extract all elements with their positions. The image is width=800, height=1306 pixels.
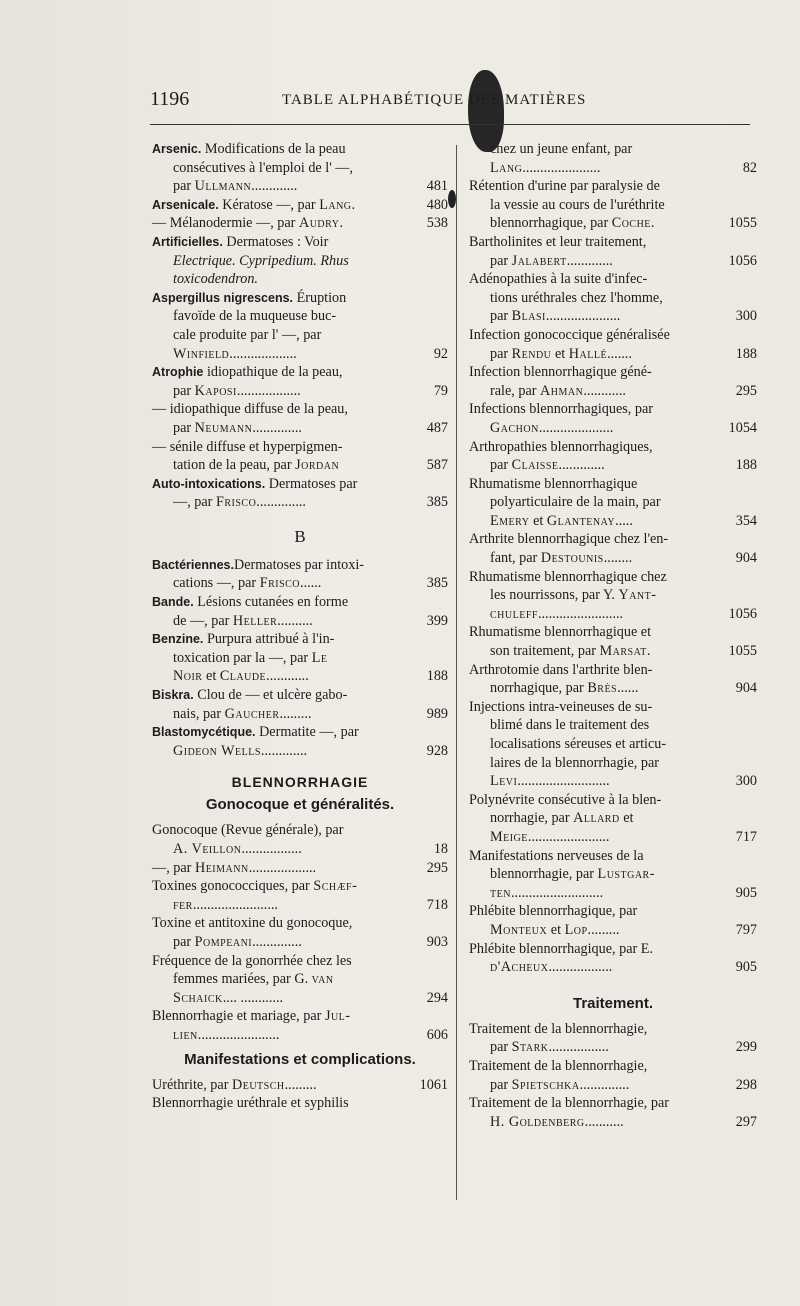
page-ref: 903	[426, 933, 448, 950]
entry-text: fant, par	[490, 550, 541, 567]
author-name: Glantenay	[546, 512, 616, 529]
page-ref: 92	[433, 345, 448, 362]
entry-keyword: Auto-intoxications.	[152, 476, 266, 491]
author-name: Frisco	[259, 575, 301, 592]
author-name: Hallé	[568, 345, 608, 362]
entry-text: par	[490, 252, 512, 269]
author-name: ten	[490, 884, 511, 901]
index-entry: Rhumatisme blennorrhagique polyarticulaire de la main, par Emery et Glantenay..... 354	[469, 475, 757, 529]
page-ref: 606	[426, 1026, 448, 1043]
entry-text: Adénopathies à la suite d'infec-	[469, 271, 648, 288]
entry-text: et	[547, 921, 565, 938]
page-ref: 385	[426, 575, 448, 592]
author-name: Brès	[587, 680, 618, 697]
author-name: Gachon	[490, 419, 539, 436]
author-name: Pompeani	[194, 933, 253, 950]
index-entry	[152, 214, 448, 233]
index-entry: Bactériennes.Dermatoses par intoxi- cations —, par Frisco...... 385	[152, 556, 448, 592]
author-name: chuleff	[490, 605, 538, 622]
entry-text: Purpura attribué à l'in-	[203, 631, 335, 648]
index-entry: Traitement de la blennorrhagie, par Spietschka.............. 298	[469, 1057, 757, 1093]
entry-text: Arthropathies blennorrhagiques,	[469, 438, 653, 455]
entry-text: par	[490, 345, 512, 362]
page-ref: 299	[735, 1039, 757, 1056]
entry-text: nais, par	[173, 705, 225, 722]
entry-text: cale produite par l' —, par	[173, 326, 322, 343]
index-entry: Auto-intoxications. Dermatoses par —, par Frisco.............. 385	[152, 475, 448, 511]
entry-text: femmes mariées, par G.	[173, 971, 312, 988]
entry-text: par	[490, 457, 512, 474]
entry-text: rale, par	[490, 382, 541, 399]
entry-keyword: Arsenicale.	[152, 197, 219, 212]
entry-text: son traitement, par	[490, 643, 600, 660]
entry-text: Bartholinites et leur traitement,	[469, 233, 647, 250]
entry-text: Infection gonococcique généralisée	[469, 326, 670, 343]
page-ref: 797	[735, 921, 757, 938]
entry-text: blennorrhagie, par	[490, 866, 598, 883]
author-name: van	[311, 971, 334, 988]
entry-text: et	[529, 512, 547, 529]
index-entry: Toxine et antitoxine du gonocoque, par Pompeani.............. 903	[152, 915, 448, 950]
index-entry: Arthrotomie dans l'arthrite blen- norrhagique, par Brès...... 904	[469, 661, 757, 697]
author-name: Emery	[490, 512, 530, 529]
entry-text: Electrique. Cypripedium. Rhus	[173, 252, 349, 269]
entry-text: Blennorrhagie et mariage, par	[152, 1008, 325, 1025]
subsection-heading: Gonocoque et généralités.	[205, 796, 395, 814]
page-ref: 385	[426, 494, 448, 511]
entry-text: Traitement de la blennorrhagie, par	[469, 1095, 670, 1112]
page-ref: 904	[735, 680, 757, 697]
entry-keyword: Blastomycétique.	[152, 725, 256, 740]
entry-text: Phlébite blennorrhagique, par E.	[469, 940, 653, 957]
author-name: Schaick	[173, 989, 223, 1006]
page-ref: 300	[735, 308, 757, 325]
author-name: Deutsch	[231, 1076, 285, 1093]
page-ref: 480	[426, 196, 448, 213]
index-entry: Arthropathies blennorrhagiques, par Claisse............. 188	[469, 438, 757, 474]
page-ref: 1055	[728, 643, 757, 660]
page-ref: 481	[426, 178, 448, 195]
author-name: Rendu	[511, 345, 552, 362]
entry-text: polyarticulaire de la main, par	[490, 494, 661, 511]
index-entry: Phlébite blennorrhagique, par Monteux et Lop......... 797	[469, 903, 757, 938]
entry-text: Rhumatisme blennorrhagique	[469, 475, 638, 492]
index-entry: Benzine. Purpura attribué à l'in- toxication par la —, par Le Noir et Claude............ 188	[152, 631, 448, 685]
left-column	[152, 140, 448, 1113]
entry-text: par	[490, 1076, 512, 1093]
header-rule	[150, 124, 750, 125]
page-ref: 295	[735, 382, 757, 399]
index-entry: Traitement de la blennorrhagie, par Stark................. 299	[469, 1020, 757, 1056]
author-name: Lang.	[319, 196, 356, 213]
entry-text: — idiopathique diffuse de la peau,	[152, 401, 348, 418]
page-ref: 298	[735, 1076, 757, 1093]
page-ref: 188	[735, 457, 757, 474]
author-name: Winfield	[173, 345, 230, 362]
index-entry: Injections intra-veineuses de su- blimé dans le traitement des localisations séreuses et articu- laires de la blennorrhagie, par Levi.......................... 300	[469, 698, 757, 790]
entry-text: Manifestations nerveuses de la	[469, 847, 644, 864]
entry-text: favoïde de la muqueuse buc-	[173, 308, 337, 325]
entry-text: Dermatoses : Voir	[222, 233, 329, 250]
entry-text: norrhagique, par	[490, 680, 588, 697]
entry-text: Dermatoses par	[265, 475, 358, 492]
author-name: fer	[173, 896, 193, 913]
page-ref: 1056	[728, 252, 757, 269]
entry-text: —, par	[152, 859, 195, 876]
ink-drop	[448, 190, 456, 208]
section-heading: BLENNORRHAGIE	[231, 774, 369, 791]
entry-text: et	[551, 345, 569, 362]
index-entry: Phlébite blennorrhagique, par E. d'Acheux.................. 905	[469, 940, 757, 976]
author-name: Claude	[219, 668, 267, 685]
author-name: Kaposi	[194, 382, 237, 399]
author-name: Ahman	[540, 382, 584, 399]
entry-text: Uréthrite, par	[152, 1076, 232, 1093]
author-name: H. Goldenberg	[490, 1113, 585, 1130]
entry-text: Toxine et antitoxine du gonocoque,	[152, 915, 353, 932]
author-name: Jul-	[324, 1008, 351, 1025]
page-ref: 587	[426, 457, 448, 474]
entry-keyword: Benzine.	[152, 632, 204, 647]
entry-text: Arthrite blennorrhagique chez l'en-	[469, 531, 669, 548]
page-ref: 538	[426, 215, 448, 232]
page-ref: 297	[735, 1113, 757, 1130]
author-name: Meige	[490, 828, 528, 845]
running-title: TABLE ALPHABÉTIQUE DES MATIÈRES	[282, 92, 587, 108]
entry-text: Rétention d'urine par paralysie de	[469, 178, 660, 195]
index-entry: Arthrite blennorrhagique chez l'en- fant, par Destounis........ 904	[469, 531, 757, 567]
index-entry: Infection gonococcique généralisée par Rendu et Hallé....... 188	[469, 326, 757, 362]
entry-text: par	[173, 933, 195, 950]
entry-text: Dermatoses par intoxi-	[233, 556, 364, 573]
page-ref: 718	[426, 896, 448, 913]
entry-text: les nourrissons, par Y.	[490, 587, 619, 604]
index-entry	[152, 196, 448, 215]
page-ref: 928	[426, 742, 448, 759]
entry-text: Blennorrhagie uréthrale et syphilis	[152, 1095, 349, 1112]
entry-text: tions uréthrales chez l'homme,	[490, 289, 663, 306]
index-entry	[469, 177, 757, 233]
page-ref: 1054	[728, 419, 757, 436]
entry-text: —, par	[173, 494, 216, 511]
entry-keyword: Atrophie	[152, 365, 204, 380]
author-name: Coche.	[611, 215, 655, 232]
page-ref: 1056	[728, 605, 757, 622]
author-name: Marsat.	[599, 643, 651, 660]
author-name: lien	[173, 1026, 198, 1043]
entry-text: toxicodendron.	[173, 271, 258, 288]
index-entry: Fréquence de la gonorrhée chez les femmes mariées, par G. van Schaick.... ............ 294	[152, 952, 448, 1006]
entry-text: idiopathique de la peau,	[203, 364, 343, 381]
entry-text: Éruption	[293, 289, 347, 306]
entry-text: par	[173, 178, 195, 195]
entry-text: de —, par	[173, 612, 233, 629]
entry-text: blimé dans le traitement des	[490, 717, 650, 734]
entry-text: par	[490, 1039, 512, 1056]
index-entry: Atrophie idiopathique de la peau, par Kaposi.................. 79	[152, 364, 448, 399]
page-ref: 82	[742, 159, 757, 176]
index-entry	[152, 233, 448, 289]
page-ref: 300	[735, 773, 757, 790]
author-name: Spietschka	[511, 1076, 580, 1093]
entry-keyword: Aspergillus nigrescens.	[152, 290, 294, 305]
subsection-heading: Traitement.	[572, 994, 654, 1012]
index-entry	[152, 438, 448, 475]
page-ref: 295	[426, 859, 448, 876]
page-number: 1196	[150, 88, 190, 110]
author-name: Blasi	[511, 308, 546, 325]
author-name: Le	[311, 649, 328, 666]
author-name: Allard	[573, 810, 620, 827]
entry-text: Modifications de la peau	[201, 141, 346, 157]
author-name: Destounis	[540, 550, 604, 567]
page-ref: 905	[735, 884, 757, 901]
author-name: Jordan	[295, 457, 340, 474]
entry-text: Lésions cutanées en forme	[193, 594, 349, 611]
index-entry: Manifestations nerveuses de la blennorrhagie, par Lustgar- ten.......................... 905	[469, 847, 757, 901]
entry-text: toxication par la —, par	[173, 649, 312, 666]
page-ref: 354	[735, 512, 757, 529]
page-ref: 294	[426, 989, 448, 1006]
entry-text: Toxines gonococciques, par	[152, 878, 314, 895]
entry-text: tation de la peau, par	[173, 457, 296, 474]
page-ref: 487	[426, 419, 448, 436]
right-column	[469, 140, 757, 1131]
author-name: Levi	[490, 773, 518, 790]
entry-keyword: Artificielles.	[152, 234, 223, 249]
author-name: Lop	[564, 921, 588, 938]
index-entry: Traitement de la blennorrhagie, par H. Goldenberg........... 297	[469, 1095, 757, 1130]
page-ref: 905	[735, 959, 757, 976]
entry-text: Traitement de la blennorrhagie,	[469, 1057, 648, 1074]
index-entry: Blennorrhagie et mariage, par Jul- lien....................... 606	[152, 1008, 448, 1043]
entry-text: et	[202, 668, 220, 685]
author-name: Neumann	[194, 419, 253, 436]
entry-text: Phlébite blennorrhagique, par	[469, 903, 638, 920]
entry-text: — sénile diffuse et hyperpigmen-	[152, 438, 343, 455]
index-entry: Adénopathies à la suite d'infec- tions uréthrales chez l'homme, par Blasi..................... 300	[469, 271, 757, 325]
entry-text: chez un jeune enfant, par	[490, 141, 633, 157]
index-entry: Bande. Lésions cutanées en forme de —, par Heller.......... 399	[152, 594, 448, 629]
entry-text: Dermatite —, par	[255, 724, 359, 741]
entry-text: norrhagie, par	[490, 810, 574, 827]
entry-text: Polynévrite consécutive à la blen-	[469, 791, 662, 808]
index-entry: Arsenic. Modifications de la peau consécutives à l'emploi de l' —, par Ullmann............. 481	[152, 141, 448, 195]
author-name: Monteux	[490, 921, 548, 938]
page-ref: 188	[735, 345, 757, 362]
index-entry: Aspergillus nigrescens. Éruption favoïde de la muqueuse buc- cale produite par l' —, par Winfield................... 92	[152, 289, 448, 362]
index-entry	[469, 623, 757, 660]
index-entry: Polynévrite consécutive à la blen- norrhagie, par Allard et Meige....................... 717	[469, 791, 757, 845]
index-entry: Infection blennorrhagique géné- rale, par Ahman............ 295	[469, 364, 757, 399]
entry-text: Infections blennorrhagiques, par	[469, 401, 653, 418]
index-entry: — idiopathique diffuse de la peau, par Neumann.............. 487	[152, 401, 448, 436]
author-name: Jalabert	[511, 252, 567, 269]
page-ref: 188	[426, 668, 448, 685]
entry-text: Clou de — et ulcère gabo-	[193, 687, 348, 704]
entry-text: et	[619, 810, 634, 827]
page-ref: 1061	[419, 1076, 448, 1093]
entry-text: Gonocoque (Revue générale), par	[152, 822, 344, 839]
subsection-heading: Manifestations et complications.	[184, 1050, 416, 1068]
index-entry: Rhumatisme blennorrhagique chez les nourrissons, par Y. Yant- chuleff........................ 1056	[469, 568, 757, 622]
index-entry: Gonocoque (Revue générale), par A. Veillon................. 18	[152, 822, 448, 857]
page-ref: 79	[433, 382, 448, 399]
page-ref: 989	[426, 705, 448, 722]
index-entry: Infections blennorrhagiques, par Gachon..................... 1054	[469, 401, 757, 436]
index-entry: Toxines gonococciques, par Schæf- fer........................ 718	[152, 878, 448, 913]
author-name: Heller	[232, 612, 278, 629]
entry-text: Rhumatisme blennorrhagique chez	[469, 568, 667, 585]
author-name: Schæf-	[313, 878, 358, 895]
page-ref: 1055	[728, 215, 757, 232]
section-letter: B	[294, 526, 306, 546]
index-entry: Biskra. Clou de — et ulcère gabo- nais, par Gaucher......... 989	[152, 687, 448, 722]
page-ref: 18	[433, 841, 448, 857]
page-ref: 904	[735, 550, 757, 567]
index-entry: chez un jeune enfant, par Lang...................... 82	[490, 141, 757, 176]
entry-text: consécutives à l'emploi de l' —,	[173, 159, 354, 176]
entry-text: Infection blennorrhagique géné-	[469, 364, 652, 381]
column-divider	[456, 145, 457, 1200]
page-ref: 717	[735, 828, 757, 845]
author-name: Ullmann	[194, 178, 252, 195]
author-name: A. Veillon	[173, 841, 242, 857]
entry-text: Traitement de la blennorrhagie,	[469, 1020, 648, 1037]
author-name: d'Acheux	[490, 959, 549, 976]
entry-text: blennorrhagique, par	[490, 215, 612, 232]
author-name: Gideon Wells	[173, 742, 261, 759]
entry-text: par	[173, 382, 195, 399]
entry-keyword: Bactériennes.	[152, 557, 234, 572]
entry-text: Injections intra-veineuses de su-	[469, 698, 653, 715]
author-name: Lang	[490, 159, 523, 176]
author-name: Gaucher	[224, 705, 280, 722]
entry-text: — Mélanodermie —, par	[152, 215, 299, 232]
index-entry: Uréthrite, par Deutsch......... 1061	[152, 1076, 448, 1093]
entry-text: cations —, par	[173, 575, 260, 592]
entry-keyword: Arsenic.	[152, 142, 202, 156]
entry-keyword: Bande.	[152, 595, 194, 610]
entry-text: Fréquence de la gonorrhée chez les	[152, 952, 352, 969]
author-name: Stark	[511, 1039, 549, 1056]
author-name: Heimann	[194, 859, 249, 876]
page-ref: 399	[426, 612, 448, 629]
entry-text: par	[490, 308, 512, 325]
index-entry: Bartholinites et leur traitement, par Jalabert............. 1056	[469, 233, 757, 269]
entry-text: laires de la blennorrhagie, par	[490, 754, 659, 771]
entry-text: par	[173, 419, 195, 436]
author-name: Audry.	[298, 215, 344, 232]
index-entry: Blastomycétique. Dermatite —, par Gideon Wells............. 928	[152, 724, 448, 759]
author-name: Yant-	[618, 587, 657, 604]
entry-text: Arthrotomie dans l'arthrite blen-	[469, 661, 653, 678]
index-entry	[152, 1094, 448, 1113]
author-name: Frisco	[215, 494, 257, 511]
author-name: Lustgar-	[597, 866, 655, 883]
author-name: Claisse	[511, 457, 559, 474]
entry-text: la vessie au cours de l'uréthrite	[490, 196, 665, 213]
author-name: Noir	[173, 668, 203, 685]
index-entry: —, par Heimann................... 295	[152, 859, 448, 876]
entry-keyword: Biskra.	[152, 688, 194, 703]
entry-text: localisations séreuses et articu-	[490, 736, 667, 752]
entry-text: Kératose —, par	[218, 196, 320, 213]
entry-text: Rhumatisme blennorrhagique et	[469, 624, 652, 641]
